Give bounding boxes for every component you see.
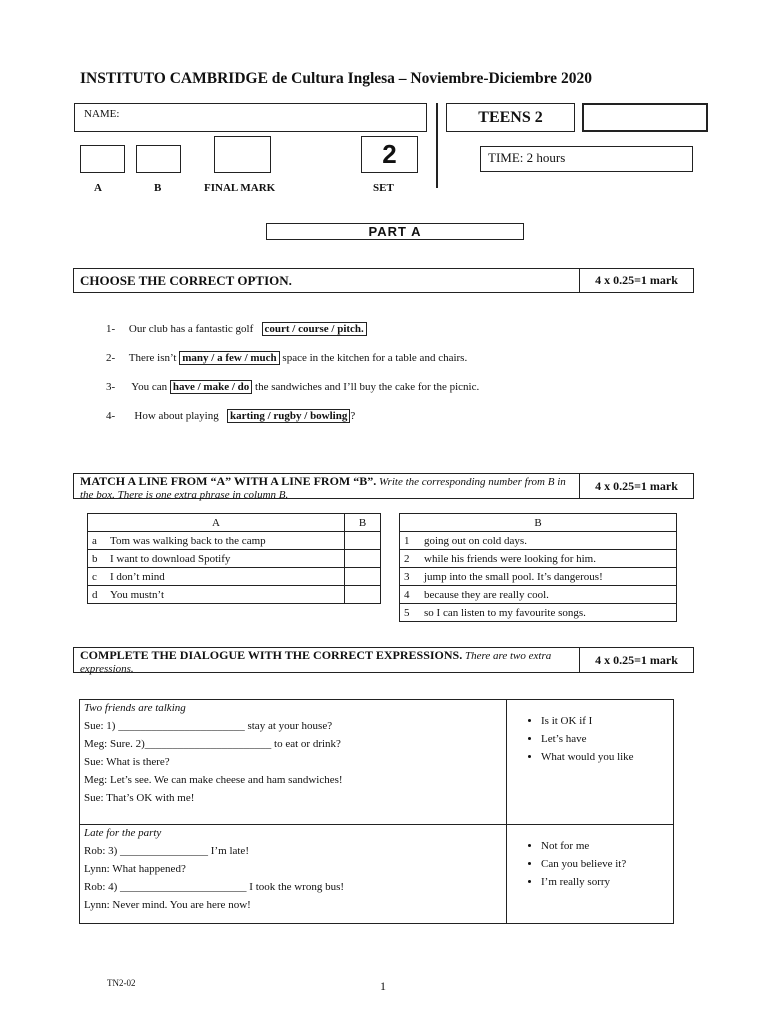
option-choice[interactable]: court / course / pitch.	[262, 322, 367, 336]
section-3-mark: 4 x 0.25=1 mark	[595, 652, 678, 667]
expression-item: • Is it OK if I	[541, 712, 669, 730]
level-result-box[interactable]	[582, 103, 708, 132]
column-b-header: B	[400, 514, 677, 532]
question-number: 2-	[106, 352, 116, 364]
row-key: a	[88, 532, 107, 550]
dialogue-line: Sue: What is there?	[84, 756, 170, 768]
row-text: You mustn’t	[106, 586, 345, 604]
expressions-1	[507, 700, 674, 825]
dialogue-line: Lynn: Never mind. You are here now!	[84, 899, 251, 911]
dialogue-caption: Two friends are talking	[84, 702, 186, 714]
page-number: 1	[380, 979, 386, 993]
section-1-header	[73, 268, 694, 293]
question-number: 3-	[106, 381, 116, 393]
level-label: TEENS 2	[478, 108, 543, 126]
label-final-mark: FINAL MARK	[204, 182, 276, 194]
score-box-b[interactable]	[136, 145, 181, 173]
section-2-title: MATCH A LINE FROM “A” WITH A LINE FROM “B”.	[80, 474, 377, 488]
row-text: going out on cold days.	[420, 532, 677, 550]
column-b-table	[399, 513, 677, 622]
level-box	[446, 103, 575, 132]
question-text-end: ?	[350, 410, 356, 422]
row-key: 3	[400, 568, 421, 586]
label-a: A	[94, 182, 102, 194]
section-2-header	[73, 473, 694, 499]
vertical-divider	[436, 103, 438, 188]
row-text: so I can listen to my favourite songs.	[420, 604, 677, 622]
dialogue-table	[79, 699, 674, 924]
question-text: Our club has a fantastic golf	[128, 323, 254, 335]
row-key: d	[88, 586, 107, 604]
answer-box[interactable]	[345, 568, 381, 586]
dialogue-line: Sue: That’s OK with me!	[84, 792, 195, 804]
expression-item: • Not for me	[541, 837, 669, 855]
section-3-header	[73, 647, 694, 673]
final-mark-box[interactable]	[214, 136, 271, 173]
expressions-2	[507, 825, 674, 924]
table-row	[88, 550, 381, 568]
section-2-mark: 4 x 0.25=1 mark	[595, 478, 678, 493]
row-text: I don’t mind	[106, 568, 345, 586]
exam-title: INSTITUTO CAMBRIDGE de Cultura Inglesa – Noviembre-Diciembre 2020	[80, 70, 592, 87]
expression-item: • Can you believe it?	[541, 855, 669, 873]
dialogue-line[interactable]: Rob: 3) ________________ I’m late!	[84, 845, 249, 857]
row-text: Tom was walking back to the camp	[106, 532, 345, 550]
column-a-header: A	[88, 514, 345, 532]
answer-box[interactable]	[345, 586, 381, 604]
expression-item: • Let’s have	[541, 730, 669, 748]
expression-item: • What would you like	[541, 748, 669, 766]
answer-box[interactable]	[345, 550, 381, 568]
dialogue-line: Lynn: What happened?	[84, 863, 186, 875]
table-row	[400, 550, 677, 568]
question-number: 1-	[106, 323, 116, 335]
row-key: 1	[400, 532, 421, 550]
dialogue-line: Meg: Let’s see. We can make cheese and ham sandwiches!	[84, 774, 343, 786]
option-choice[interactable]: karting / rugby / bowling	[227, 409, 350, 423]
row-key: c	[88, 568, 107, 586]
table-row	[400, 532, 677, 550]
column-a-table	[87, 513, 381, 604]
row-key: 2	[400, 550, 421, 568]
footer-code: TN2-02	[107, 978, 136, 988]
score-box-a[interactable]	[80, 145, 125, 173]
table-row	[400, 568, 677, 586]
dialogue-line[interactable]: Meg: Sure. 2)_______________________ to eat or drink?	[84, 738, 341, 750]
name-label: NAME:	[84, 108, 120, 120]
section-1-mark: 4 x 0.25=1 mark	[595, 273, 678, 287]
section-2-instructions: Write the corresponding number from B in the box. There is one extra phrase in column B.	[80, 476, 566, 501]
question-4	[106, 410, 355, 422]
label-b: B	[154, 182, 162, 194]
dialogue-2	[80, 825, 507, 924]
section-3-instructions: There are two extra expressions.	[80, 650, 552, 675]
set-value: 2	[382, 139, 397, 169]
question-3	[106, 381, 479, 393]
column-b-answer-header: B	[345, 514, 381, 532]
section-1-title: CHOOSE THE CORRECT OPTION.	[80, 272, 292, 288]
expression-item: • I’m really sorry	[541, 873, 669, 891]
question-text: How about playing	[134, 410, 219, 422]
table-row	[88, 568, 381, 586]
question-number: 4-	[106, 410, 116, 422]
dialogue-line[interactable]: Sue: 1) _______________________ stay at your house?	[84, 720, 333, 732]
row-text: I want to download Spotify	[106, 550, 345, 568]
name-field[interactable]	[74, 103, 427, 132]
row-text: because they are really cool.	[420, 586, 677, 604]
row-key: 4	[400, 586, 421, 604]
row-text: jump into the small pool. It’s dangerous!	[420, 568, 677, 586]
row-text: while his friends were looking for him.	[420, 550, 677, 568]
table-row	[88, 532, 381, 550]
question-1	[106, 323, 367, 335]
question-text-end: space in the kitchen for a table and chairs.	[282, 352, 468, 364]
label-set: SET	[373, 182, 394, 194]
row-key: b	[88, 550, 107, 568]
part-a-banner	[266, 223, 524, 240]
question-text: There isn’t	[128, 352, 177, 364]
section-3-title: COMPLETE THE DIALOGUE WITH THE CORRECT EXPRESSIONS.	[80, 648, 463, 662]
dialogue-caption: Late for the party	[84, 827, 162, 839]
table-row	[88, 586, 381, 604]
dialogue-line[interactable]: Rob: 4) _______________________ I took the wrong bus!	[84, 881, 345, 893]
answer-box[interactable]	[345, 532, 381, 550]
question-2	[106, 352, 467, 364]
table-row	[400, 604, 677, 622]
question-text-end: the sandwiches and I’ll buy the cake for the picnic.	[255, 381, 480, 393]
table-row	[400, 586, 677, 604]
row-key: 5	[400, 604, 421, 622]
set-box	[361, 136, 418, 173]
dialogue-1	[80, 700, 507, 825]
time-label: TIME: 2 hours	[488, 150, 566, 165]
option-choice[interactable]: have / make / do	[170, 380, 252, 394]
part-title: PART A	[368, 224, 422, 239]
time-box	[480, 146, 693, 172]
option-choice[interactable]: many / a few / much	[179, 351, 279, 365]
question-text: You can	[131, 381, 168, 393]
